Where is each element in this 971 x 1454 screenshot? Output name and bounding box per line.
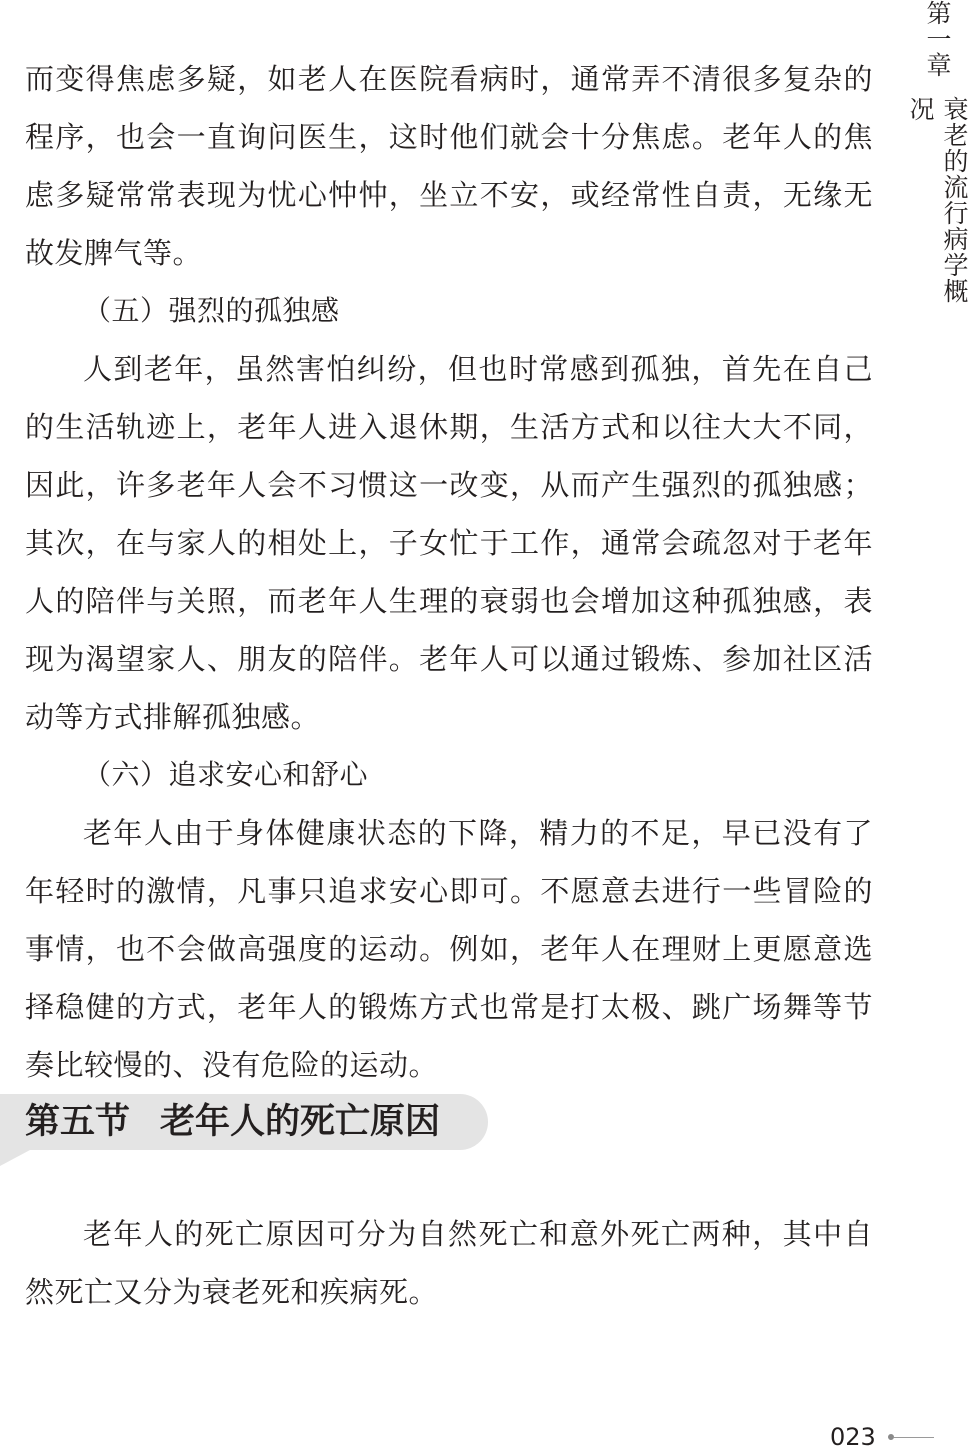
running-head [906,0,969,310]
running-head-chapter-number: 第一章 [923,0,952,78]
paragraph-anxiety-continued: 而变得焦虑多疑，如老人在医院看病时，通常弄不清很多复杂的程序，也会一直询问医生，这时他们就会十分焦虑。老年人的焦虑多疑常常表现为忧心忡忡，坐立不安，或经常性自责，无缘无故发脾气等。 [25,62,873,270]
paragraph-death-causes: 老年人的死亡原因可分为自然死亡和意外死亡两种，其中自然死亡又分为衰老死和疾病死。 [25,1217,873,1309]
folio-line [894,1437,934,1438]
page-footer [830,1420,934,1454]
body-text [25,50,873,1094]
section-number: 第五节 [25,1102,131,1142]
subheading-peace-of-mind: （六）追求安心和舒心 [83,758,369,791]
paragraph-loneliness: 人到老年，虽然害怕纠纷，但也时常感到孤独，首先在自己的生活轨迹上，老年人进入退休期，生活方式和以往大大不同，因此，许多老年人会不习惯这一改变，从而产生强烈的孤独感；其次，在与家人的相处上，子女忙于工作，通常会疏忽对于老年人的陪伴与关照，而老年人生理的衰弱也会增加这种孤独感，表现为渴望家人、朋友的陪伴。老年人可以通过锻炼、参加社区活动等方式排解孤独感。 [25,352,873,734]
section-body-text [25,1205,873,1321]
paragraph-peace-of-mind: 老年人由于身体健康状态的下降，精力的不足，早已没有了年轻时的激情，凡事只追求安心即可。不愿意去进行一些冒险的事情，也不会做高强度的运动。例如，老年人在理财上更愿意选择稳健的方式，老年人的锻炼方式也常是打太极、跳广场舞等节奏比较慢的、没有危险的运动。 [25,816,873,1082]
section-title [25,1094,440,1150]
subheading-loneliness: （五）强烈的孤独感 [83,294,340,327]
section-title-text: 老年人的死亡原因 [160,1102,441,1142]
running-head-chapter-title: 衰老的流行病学概况 [906,96,969,304]
page-number: 023 [830,1423,876,1451]
section-header-band [0,1094,488,1150]
